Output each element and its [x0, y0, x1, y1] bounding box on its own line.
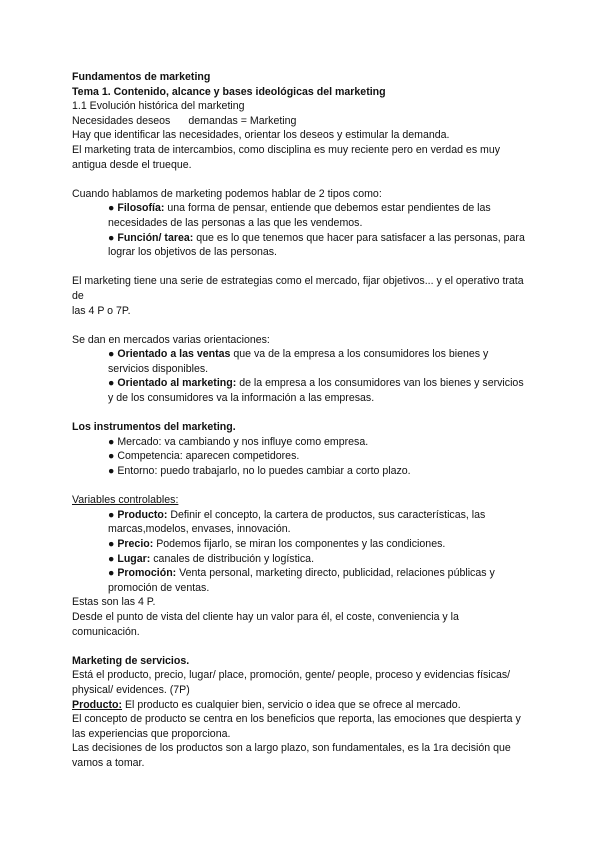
variables-heading: Variables controlables:: [72, 494, 179, 507]
equation-right: demandas = Marketing: [188, 114, 297, 127]
tema-heading: Tema 1. Contenido, alcance y bases ideológicas del marketing: [72, 85, 386, 98]
paragraph-3: Cuando hablamos de marketing podemos hablar de 2 tipos como:: [72, 187, 382, 200]
tipos-list: [72, 201, 528, 259]
list-item: ● Lugar: canales de distribución y logística.: [108, 552, 315, 565]
doc-title: Fundamentos de marketing: [72, 71, 211, 83]
list-item: ● Función/ tarea: que es lo que tenemos que hacer para satisfacer a las personas, para lograr los objetivos de las personas.: [108, 231, 528, 259]
list-item: ● Orientado al marketing: de la empresa a los consumidores van los bienes y servicios y de los consumidores va la información a las empresas.: [108, 377, 527, 405]
list-item: ● Precio: Podemos fijarlo, se miran los componentes y las condiciones.: [108, 538, 446, 550]
paragraph-11: Las decisiones de los productos son a largo plazo, son fundamentales, es la 1ra decisión que vamos a tomar.: [72, 742, 514, 769]
orientaciones-list: [72, 347, 528, 405]
document-body: [72, 70, 528, 771]
paragraph-10: El concepto de producto se centra en los beneficios que reporta, las emociones que despierta y las experiencias que proporciona.: [72, 713, 524, 740]
paragraph-6: Estas son las 4 P.: [72, 596, 156, 609]
paragraph-5: Se dan en mercados varias orientaciones:: [72, 333, 270, 346]
list-item: ● Orientado a las ventas que va de la empresa a los consumidores los bienes y servicios disponibles.: [108, 348, 492, 375]
servicios-heading: Marketing de servicios.: [72, 654, 190, 667]
variables-list: [72, 508, 528, 596]
paragraph-1: Hay que identificar las necesidades, orientar los deseos y estimular la demanda.: [72, 129, 450, 142]
paragraph-2: El marketing trata de intercambios, como disciplina es muy reciente pero en verdad es muy antigua desde el trueque.: [72, 143, 504, 171]
instrumentos-heading: Los instrumentos del marketing.: [72, 421, 236, 434]
producto-label: Producto:: [72, 698, 123, 711]
list-item: ● Entorno: puedo trabajarlo, no lo puedes cambiar a corto plazo.: [108, 465, 411, 478]
section-heading: 1.1 Evolución histórica del marketing: [72, 100, 245, 113]
instrumentos-list: [72, 435, 528, 479]
equation-line: [72, 114, 528, 129]
list-item: ● Mercado: va cambiando y nos influye como empresa.: [108, 435, 369, 448]
paragraph-4b: las 4 P o 7P.: [72, 304, 131, 317]
list-item: ● Promoción: Venta personal, marketing directo, publicidad, relaciones públicas y promoción de ventas.: [108, 567, 498, 594]
paragraph-7: Desde el punto de vista del cliente hay un valor para él, el coste, conveniencia y la comunicación.: [72, 610, 462, 638]
list-item: ● Producto: Definir el concepto, la cartera de productos, sus características, las marcas,modelos, envases, innovación.: [108, 508, 489, 536]
paragraph-4a: El marketing tiene una serie de estrategias como el mercado, fijar objetivos... y el operativo trata de: [72, 275, 527, 302]
paragraph-9: Producto: El producto es cualquier bien, servicio o idea que se ofrece al mercado.: [72, 698, 461, 711]
list-item: ● Filosofía: una forma de pensar, entiende que debemos estar pendientes de las necesidades de las personas a las que les vendemos.: [108, 202, 494, 229]
list-item: ● Competencia: aparecen competidores.: [108, 450, 300, 463]
paragraph-8: Está el producto, precio, lugar/ place, promoción, gente/ people, proceso y evidencias físicas/ physical/ evidences. (7P): [72, 669, 514, 696]
equation-left: Necesidades deseos: [72, 114, 171, 127]
